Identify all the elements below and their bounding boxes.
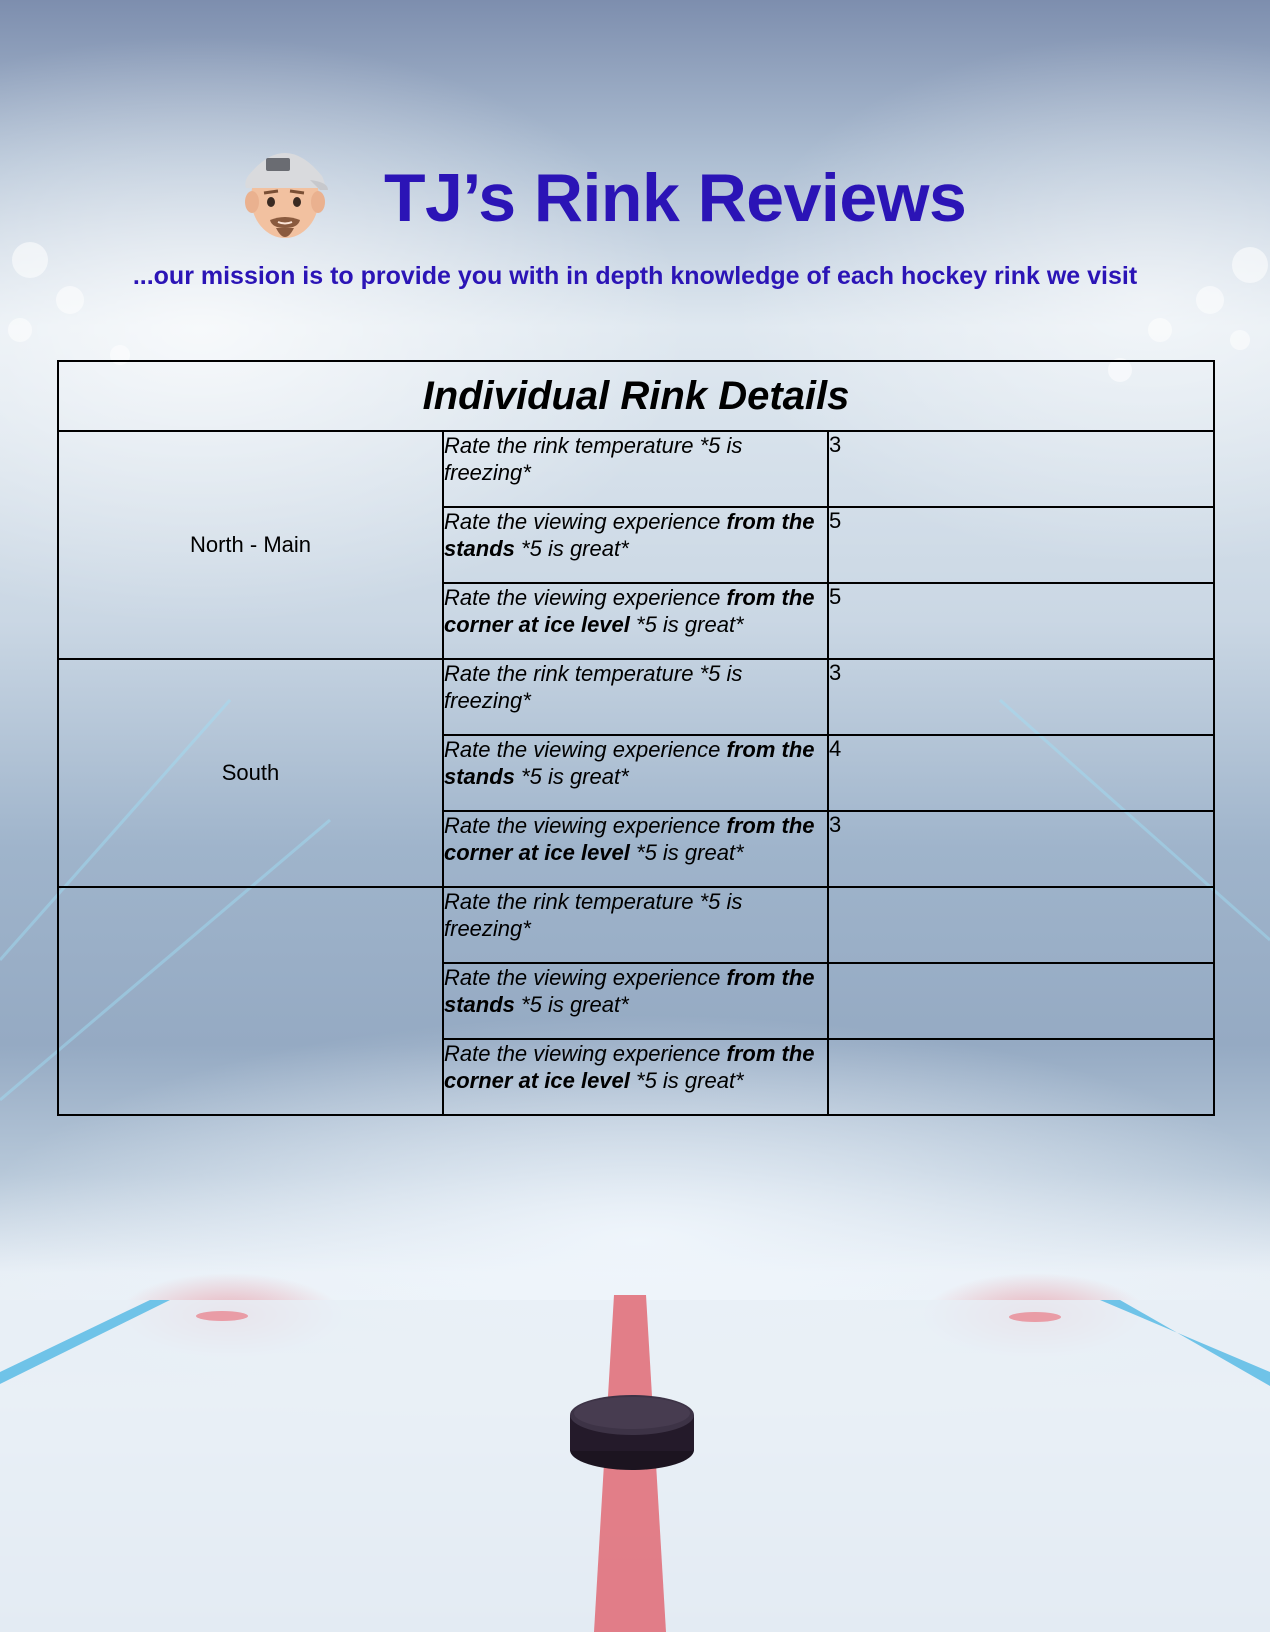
page-header: [0, 130, 1270, 240]
question-text: Rate the rink temperature *5 is freezing*: [444, 433, 743, 485]
table-row: [58, 659, 1214, 735]
rating-question-cell: [443, 735, 828, 811]
table-row: [58, 431, 1214, 507]
rating-score-cell: [828, 963, 1214, 1039]
rating-score-cell: [828, 1039, 1214, 1115]
hockey-puck-icon: [570, 1395, 694, 1470]
blue-line-left: [0, 1300, 170, 1384]
rating-question-cell: [443, 811, 828, 887]
rating-score-cell: 5: [828, 507, 1214, 583]
faceoff-dot-right: [1009, 1312, 1061, 1322]
question-text: Rate the rink temperature *5 is freezing*: [444, 889, 743, 941]
question-text: Rate the viewing experience: [444, 965, 727, 990]
question-suffix: *5 is great*: [629, 840, 744, 865]
rating-question-cell: [443, 963, 828, 1039]
table-row: [58, 887, 1214, 963]
question-suffix: *5 is great*: [629, 1068, 744, 1093]
rink-table-body: [58, 431, 1214, 1115]
rink-details-table: [57, 360, 1215, 1116]
table-title: Individual Rink Details: [58, 361, 1214, 431]
question-text: Rate the viewing experience: [444, 737, 727, 762]
rating-score-cell: 3: [828, 431, 1214, 507]
rating-question-cell: [443, 887, 828, 963]
rating-score-cell: 5: [828, 583, 1214, 659]
ice-surface: [0, 1300, 1270, 1632]
memoji-face-icon: [240, 136, 330, 248]
rating-question-cell: [443, 659, 828, 735]
question-emphasis: from the corner at ice level: [444, 1041, 815, 1093]
question-emphasis: from the stands: [444, 965, 815, 1017]
question-text: Rate the viewing experience: [444, 1041, 727, 1066]
page-title: TJ’s Rink Reviews: [384, 160, 967, 236]
rating-score-cell: 3: [828, 659, 1214, 735]
rating-score-cell: 4: [828, 735, 1214, 811]
question-emphasis: from the corner at ice level: [444, 585, 815, 637]
rating-question-cell: [443, 431, 828, 507]
question-suffix: *5 is great*: [514, 536, 629, 561]
rating-question-cell: [443, 507, 828, 583]
question-suffix: *5 is great*: [514, 764, 629, 789]
rink-name-cell: South: [58, 659, 443, 887]
faceoff-dot-left: [196, 1311, 248, 1321]
question-text: Rate the viewing experience: [444, 509, 727, 534]
blue-line-right: [1100, 1300, 1270, 1386]
center-red-line: [594, 1295, 666, 1632]
rating-score-cell: [828, 887, 1214, 963]
rating-question-cell: [443, 1039, 828, 1115]
question-emphasis: from the corner at ice level: [444, 813, 815, 865]
question-text: Rate the rink temperature *5 is freezing*: [444, 661, 743, 713]
rating-question-cell: [443, 583, 828, 659]
mission-statement: ...our mission is to provide you with in depth knowledge of each hockey rink we visit: [132, 262, 1138, 290]
question-emphasis: from the stands: [444, 509, 815, 561]
question-emphasis: from the stands: [444, 737, 815, 789]
question-suffix: *5 is great*: [514, 992, 629, 1017]
rink-name-cell: [58, 887, 443, 1115]
rink-name-cell: North - Main: [58, 431, 443, 659]
rating-score-cell: 3: [828, 811, 1214, 887]
question-text: Rate the viewing experience: [444, 813, 727, 838]
question-suffix: *5 is great*: [629, 612, 744, 637]
question-text: Rate the viewing experience: [444, 585, 727, 610]
